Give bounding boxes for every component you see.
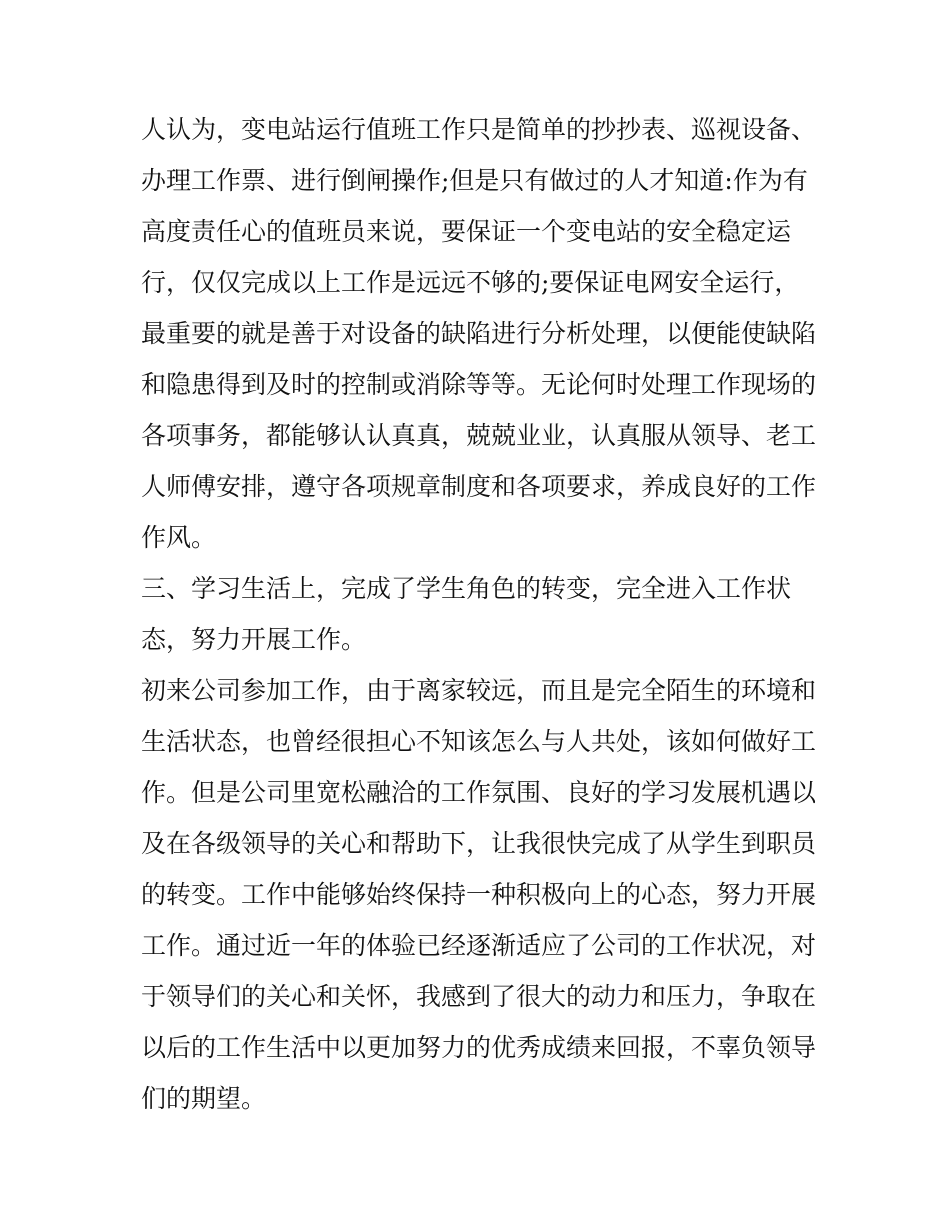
text-line: 的转变。工作中能够始终保持一种积极向上的心态，努力开展 (141, 880, 817, 909)
text-line: 生活状态，也曾经很担心不知该怎么与人共处，该如何做好工 (141, 727, 817, 756)
text-line: 最重要的就是善于对设备的缺陷进行分析处理，以便能使缺陷 (141, 319, 817, 348)
text-line: 初来公司参加工作，由于离家较远，而且是完全陌生的环境和 (141, 676, 817, 705)
text-line: 于领导们的关心和关怀，我感到了很大的动力和压力，争取在 (141, 982, 817, 1011)
text-line: 高度责任心的值班员来说，要保证一个变电站的安全稳定运 (141, 217, 792, 246)
section-heading: 态，努力开展工作。 (141, 625, 367, 654)
text-line: 人师傅安排，遵守各项规章制度和各项要求，养成良好的工作 (141, 472, 817, 501)
text-line: 及在各级领导的关心和帮助下，让我很快完成了从学生到职员 (141, 829, 817, 858)
text-line: 人认为，变电站运行值班工作只是简单的抄抄表、巡视设备、 (141, 115, 817, 144)
text-line: 们的期望。 (141, 1084, 267, 1113)
text-line: 各项事务，都能够认认真真，兢兢业业，认真服从领导、老工 (141, 421, 817, 450)
section-heading: 三、学习生活上，完成了学生角色的转变，完全进入工作状 (141, 574, 792, 603)
text-line: 工作。通过近一年的体验已经逐渐适应了公司的工作状况，对 (141, 931, 817, 960)
text-line: 行，仅仅完成以上工作是远远不够的;要保证电网安全运行， (141, 268, 800, 297)
text-line: 办理工作票、进行倒闸操作;但是只有做过的人才知道:作为有 (141, 166, 808, 195)
text-line: 和隐患得到及时的控制或消除等等。无论何时处理工作现场的 (141, 370, 817, 399)
text-line: 以后的工作生活中以更加努力的优秀成绩来回报，不辜负领导 (141, 1033, 817, 1062)
text-line: 作风。 (141, 523, 217, 552)
text-line: 作。但是公司里宽松融洽的工作氛围、良好的学习发展机遇以 (141, 778, 817, 807)
document-body (141, 104, 816, 1124)
